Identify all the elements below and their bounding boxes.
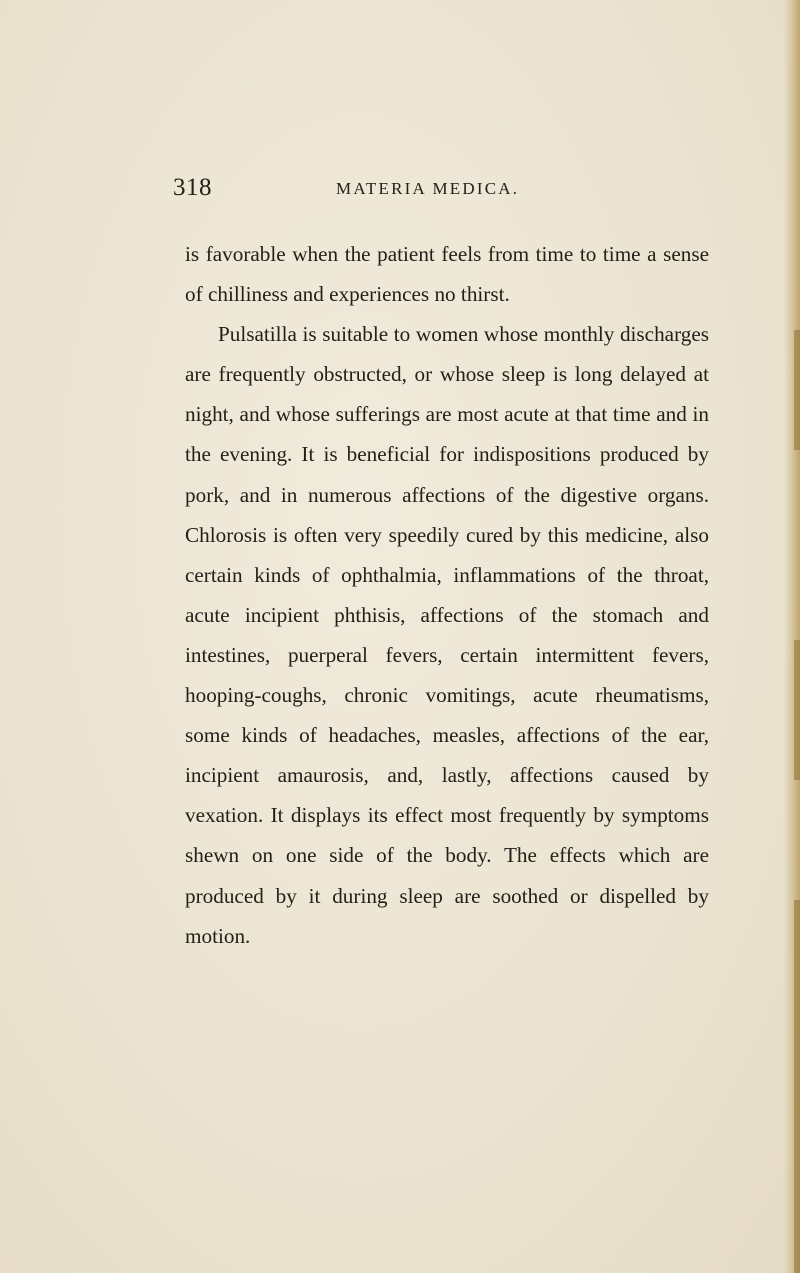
body-text xyxy=(185,234,709,956)
running-title: MATERIA MEDICA. xyxy=(336,179,520,198)
running-header xyxy=(173,174,713,204)
page-number: 318 xyxy=(173,174,212,201)
page-edge-stain xyxy=(794,330,800,450)
paragraph-continued: is favorable when the patient feels from time to time a sense of chilliness and experiences no thirst. xyxy=(185,242,709,307)
paragraph-pulsatilla: Pulsatilla is suitable to women whose monthly discharges are frequently obstructed, or whose sleep is long delayed at night, and whose sufferings are most acute at that time and in the evening. It is beneficial for indispositions produced by pork, and in numerous affections of the digestive organs. Chlorosis is often very speedily cured by this medicine, also certain kinds of ophthalmia, inflammations of the throat, acute incipient phthisis, affections of the stomach and intestines, puerperal fevers, certain intermittent fevers, hooping-coughs, chronic vomitings, acute rheumatisms, some kinds of headaches, measles, affections of the ear, incipient amaurosis, and, lastly, affections caused by vexation. It displays its effect most frequently by symptoms shewn on one side of the body. The effects which are produced by it during sleep are soothed or dispelled by motion. xyxy=(185,322,709,948)
page-edge-stain xyxy=(794,640,800,780)
page-edge-stain xyxy=(794,900,800,1273)
